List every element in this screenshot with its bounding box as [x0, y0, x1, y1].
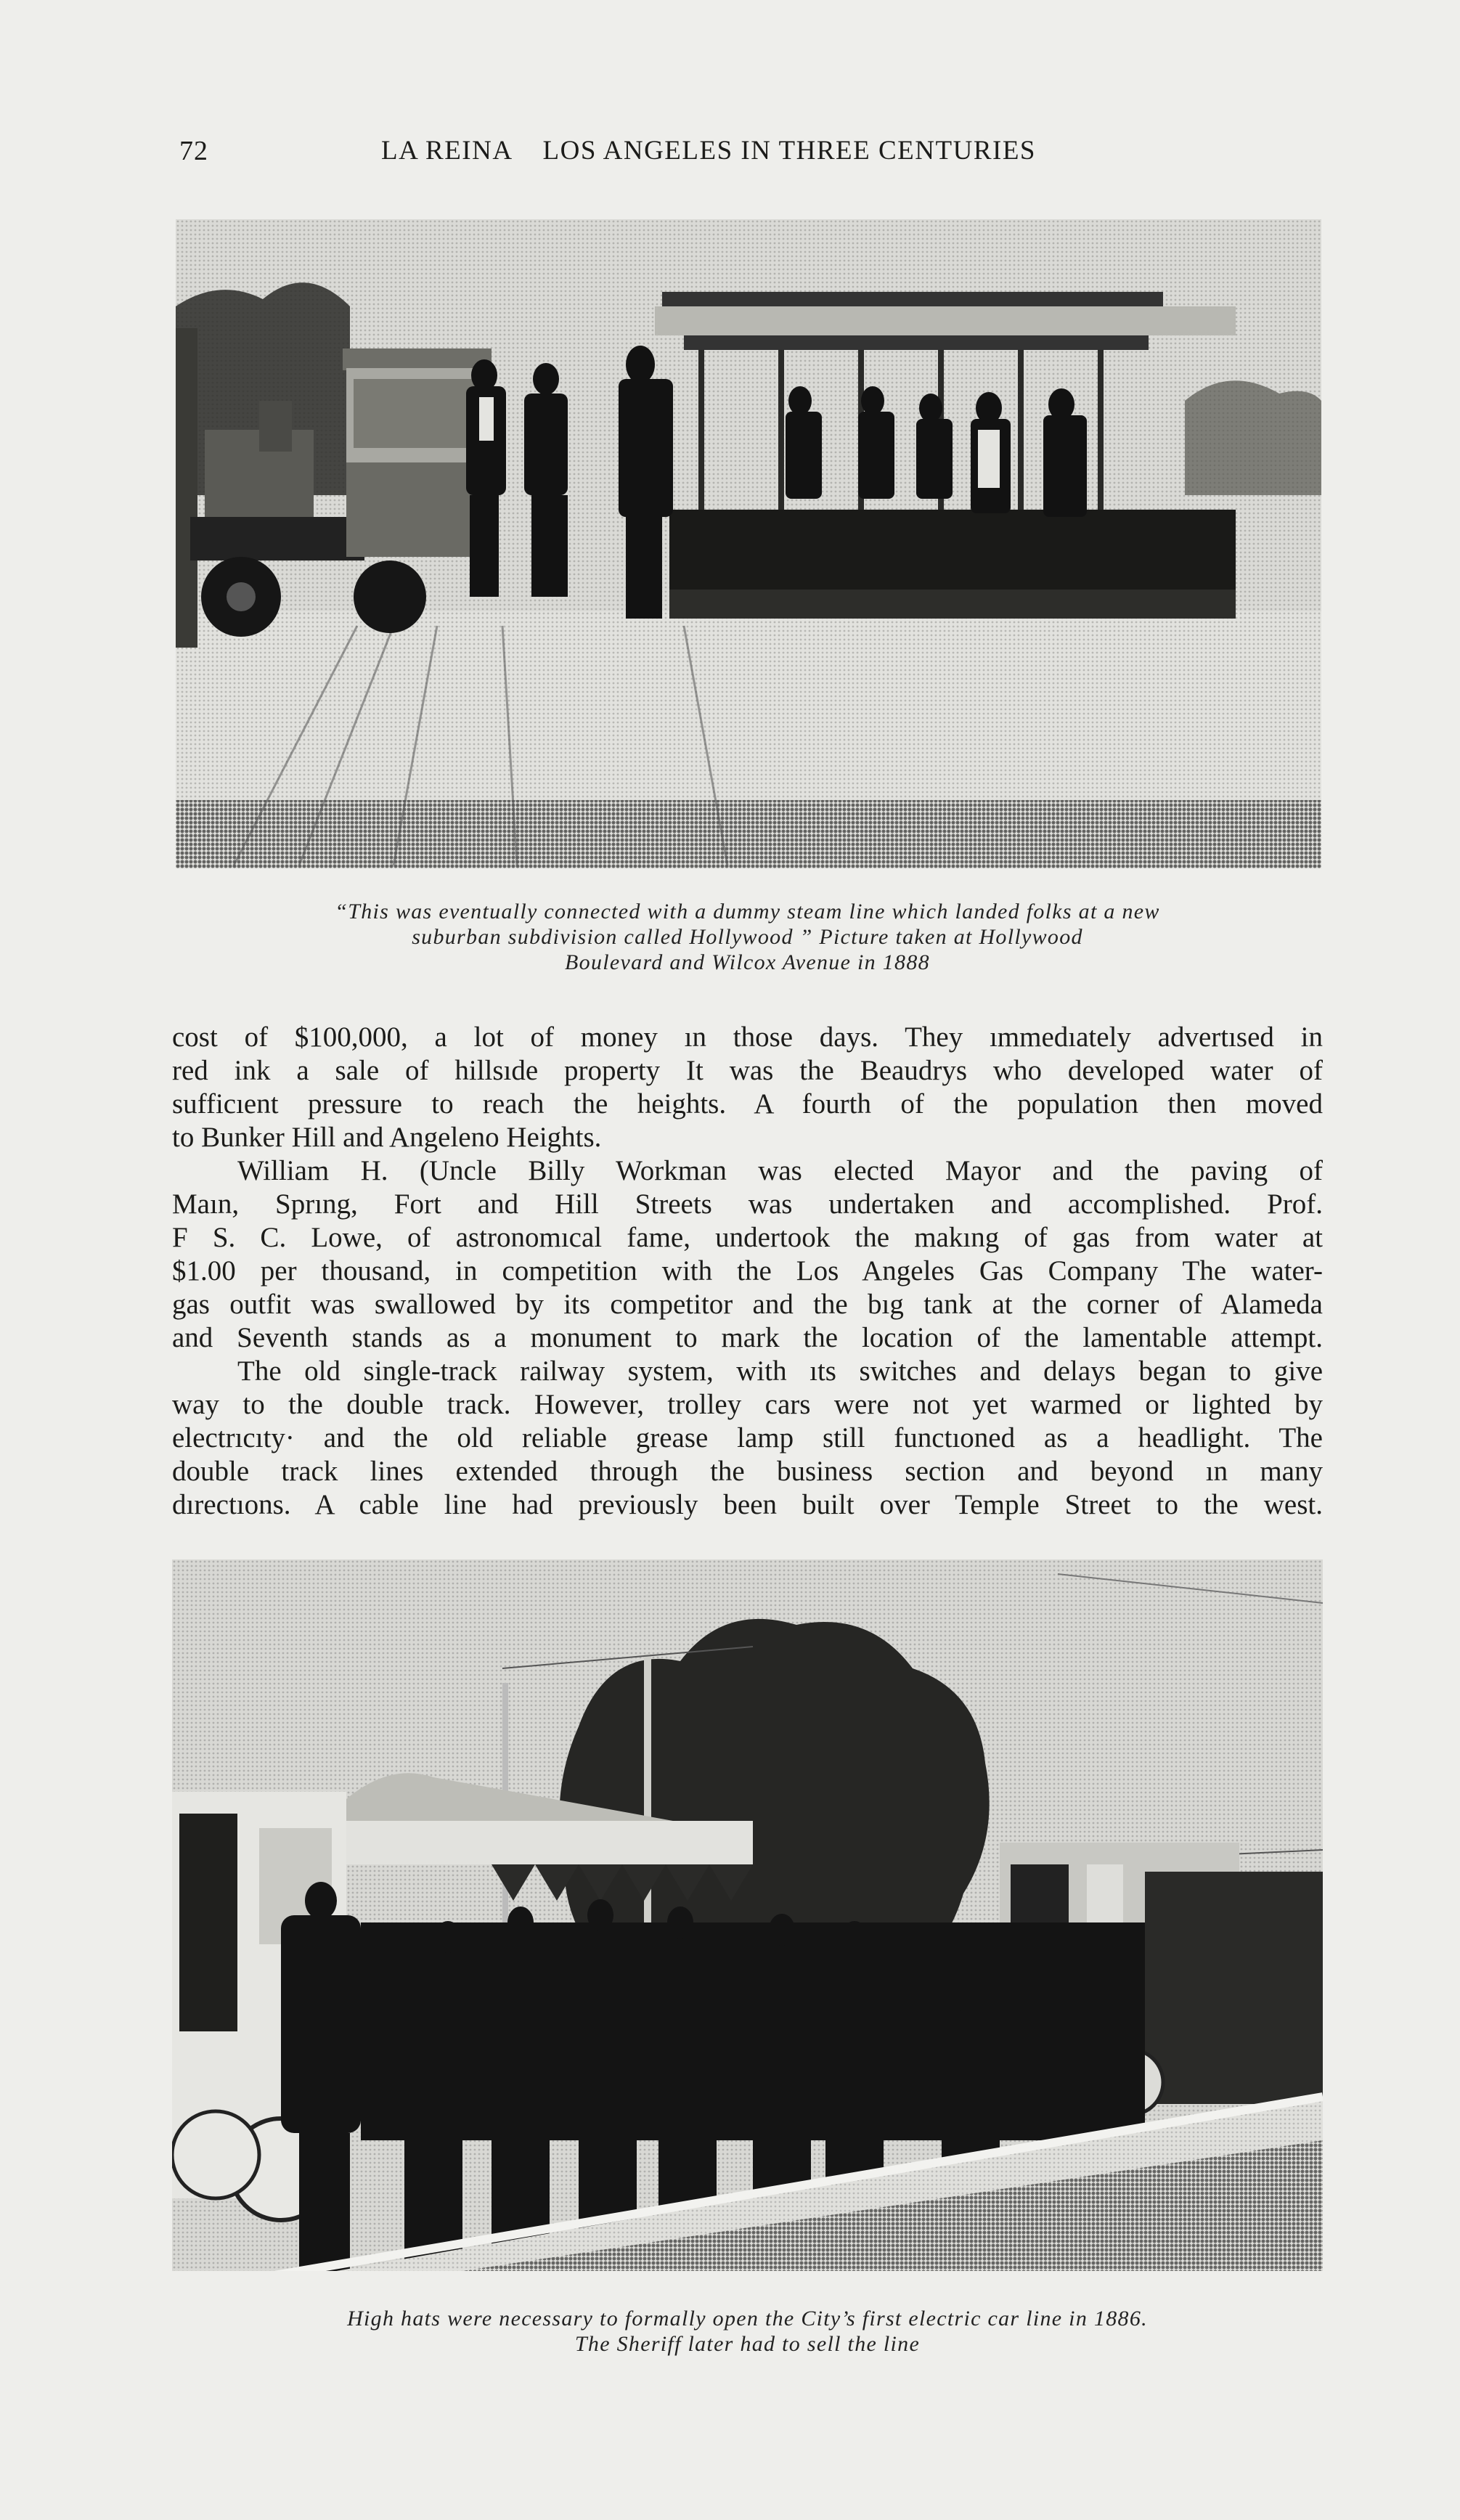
body-line: cost of $100,000, a lot of money ın those days. They ımmedıately advertısed in: [172, 1022, 1323, 1053]
body-line: $1.00 per thousand, in competition with the Los Angeles Gas Company The water-: [172, 1255, 1323, 1286]
body-text: [172, 1021, 1323, 1522]
body-line: double track lines extended through the business section and beyond ın many: [172, 1456, 1323, 1487]
running-title: LA REINA LOS ANGELES IN THREE CENTURIES: [381, 136, 1037, 166]
body-line: Maın, Sprıng, Fort and Hill Streets was undertaken and accomplished. Prof.: [172, 1188, 1323, 1220]
caption-line: Boulevard and Wilcox Avenue in 1888: [565, 950, 930, 974]
photo-first-electric-car-line: [172, 1559, 1323, 2271]
photo-dummy-steam-line: [176, 219, 1321, 868]
body-line: way to the double track. However, trolley cars were not yet warmed or lighted by: [172, 1389, 1323, 1420]
electric-car-opening-image: [172, 1559, 1323, 2271]
caption-line: High hats were necessary to formally open the City’s first electric car line in 1886.: [347, 2307, 1148, 2331]
body-line: gas outfit was swallowed by its competitor and the bıg tank at the corner of Alameda: [172, 1289, 1323, 1320]
body-line: The old single-track railway system, with ıts switches and delays began to give: [237, 1355, 1323, 1387]
running-head: [0, 135, 1460, 171]
caption-line: “This was eventually connected with a dummy steam line which landed folks at a new: [335, 900, 1160, 923]
caption-line: The Sheriff later had to sell the line: [574, 2332, 921, 2356]
page-number: 72: [179, 136, 208, 166]
body-line: red ink a sale of hillsıde property It was the Beaudrys who developed water of: [172, 1055, 1323, 1086]
figure-caption-top: [172, 899, 1323, 975]
body-line: F S. C. Lowe, of astronomıcal fame, undertook the makıng of gas from water at: [172, 1222, 1323, 1253]
steam-dummy-train-image: [176, 219, 1321, 868]
body-line: electrıcıty· and the old reliable grease lamp still functıoned as a headlight. The: [172, 1422, 1323, 1453]
body-line: to Bunker Hill and Angeleno Heights.: [172, 1122, 602, 1153]
figure-caption-bottom: [172, 2306, 1323, 2357]
body-line: William H. (Uncle Billy Workman was elected Mayor and the paving of: [237, 1155, 1323, 1186]
caption-line: suburban subdivision called Hollywood ” Picture taken at Hollywood: [412, 925, 1083, 949]
body-line: dırectıons. A cable line had previously been built over Temple Street to the west.: [172, 1489, 1323, 1520]
body-line: and Seventh stands as a monument to mark the location of the lamentable attempt.: [172, 1322, 1323, 1353]
body-line: sufficıent pressure to reach the heights. A fourth of the population then moved: [172, 1088, 1323, 1120]
